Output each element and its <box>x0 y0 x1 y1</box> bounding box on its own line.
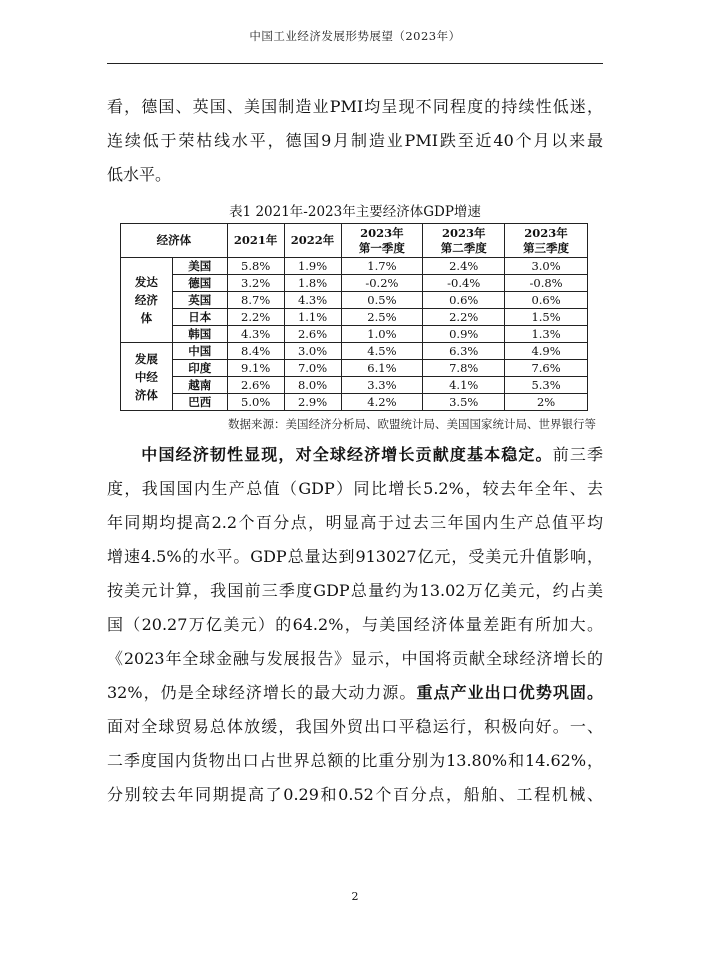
country-cell: 美国 <box>172 258 227 275</box>
table-row <box>121 377 588 394</box>
gdp-value-cell: 7.0% <box>284 360 341 377</box>
gdp-value-cell: 4.5% <box>341 343 423 360</box>
gdp-value-cell: -0.2% <box>341 275 423 292</box>
table-caption: 表1 2021年-2023年主要经济体GDP增速 <box>229 204 481 220</box>
country-cell: 巴西 <box>172 394 227 411</box>
gdp-value-cell: 9.1% <box>227 360 284 377</box>
group-label-line: 经济 <box>134 293 158 307</box>
gdp-value-cell: -0.4% <box>423 275 505 292</box>
paragraph-china-economy <box>107 438 603 812</box>
gdp-value-cell: 5.3% <box>505 377 588 394</box>
group-label-line: 发展 <box>134 351 158 366</box>
gdp-value-cell: 0.6% <box>505 292 588 309</box>
text-line: 年同期均提高2.2个百分点，明显高于过去三年国内生产总值平均 <box>107 513 603 532</box>
gdp-value-cell: 8.4% <box>227 343 284 360</box>
gdp-value-cell: 4.2% <box>341 394 423 411</box>
bold-section-sentence: 重点产业出口优势巩固。 <box>416 683 603 702</box>
gdp-value-cell: 4.3% <box>227 326 284 343</box>
text-span: 32%，仍是全球经济增长的最大动力源。 <box>107 683 417 702</box>
gdp-value-cell: 0.5% <box>341 292 423 309</box>
gdp-value-cell: 2.5% <box>341 309 423 326</box>
text-line: 分别较去年同期提高了0.29和0.52个百分点，船舶、工程机械、 <box>107 785 603 804</box>
header-2021: 2021年 <box>227 224 284 258</box>
running-header: 中国工业经济发展形势展望（2023年） <box>249 29 461 43</box>
paragraph-pmi <box>107 90 603 192</box>
gdp-value-cell: 4.1% <box>423 377 505 394</box>
text-line: 看，德国、英国、美国制造业PMI均呈现不同程度的持续性低迷， <box>107 97 603 116</box>
group-label-line: 体 <box>140 311 153 325</box>
text-line <box>107 438 603 472</box>
gdp-value-cell: 3.2% <box>227 275 284 292</box>
gdp-value-cell: 2.6% <box>227 377 284 394</box>
gdp-value-cell: 7.6% <box>505 360 588 377</box>
gdp-value-cell: 2.4% <box>423 258 505 275</box>
gdp-value-cell: 2% <box>505 394 588 411</box>
gdp-value-cell: 4.3% <box>284 292 341 309</box>
country-cell: 英国 <box>172 292 227 309</box>
gdp-value-cell: 1.0% <box>341 326 423 343</box>
header-2022: 2022年 <box>284 224 341 258</box>
text-line: 按美元计算，我国前三季度GDP总量约为13.02万亿美元，约占美 <box>107 581 603 600</box>
gdp-value-cell: 3.0% <box>284 343 341 360</box>
gdp-value-cell: 1.8% <box>284 275 341 292</box>
gdp-value-cell: 0.6% <box>423 292 505 309</box>
page-number: 2 <box>351 890 359 903</box>
header-economy: 经济体 <box>121 224 228 258</box>
table-row <box>121 258 588 275</box>
text-line: 国（20.27万亿美元）的64.2%，与美国经济体量差距有所加大。 <box>107 615 603 634</box>
gdp-value-cell: 5.8% <box>227 258 284 275</box>
country-cell: 中国 <box>172 343 227 360</box>
gdp-value-cell: 8.0% <box>284 377 341 394</box>
group-label-line: 济体 <box>134 387 158 402</box>
gdp-value-cell: 2.2% <box>423 309 505 326</box>
gdp-value-cell: 4.9% <box>505 343 588 360</box>
text-line: 面对全球贸易总体放缓，我国外贸出口平稳运行，积极向好。一、 <box>107 717 603 736</box>
group-label-line: 发达 <box>134 275 158 289</box>
country-cell: 日本 <box>172 309 227 326</box>
header-year: 2023年 <box>360 225 404 240</box>
table-row <box>121 360 588 377</box>
table-row <box>121 343 588 360</box>
bold-lead-sentence: 中国经济韧性显现，对全球经济增长贡献度基本稳定。 <box>141 445 553 464</box>
gdp-value-cell: 1.1% <box>284 309 341 326</box>
gdp-value-cell: -0.8% <box>505 275 588 292</box>
table-header-row <box>121 224 588 258</box>
data-source-note: 数据来源：美国经济分析局、欧盟统计局、美国国家统计局、世界银行等 <box>228 417 596 431</box>
text-line: 度，我国国内生产总值（GDP）同比增长5.2%，较去年全年、去 <box>107 479 603 498</box>
table-row <box>121 292 588 309</box>
table-row <box>121 394 588 411</box>
header-2023-q1 <box>341 224 423 258</box>
gdp-value-cell: 1.7% <box>341 258 423 275</box>
gdp-value-cell: 2.2% <box>227 309 284 326</box>
header-2023-q3 <box>505 224 588 258</box>
gdp-value-cell: 3.0% <box>505 258 588 275</box>
header-quarter: 第二季度 <box>440 240 487 255</box>
header-quarter: 第三季度 <box>523 240 570 255</box>
group-label-line: 中经 <box>134 369 158 384</box>
gdp-value-cell: 2.6% <box>284 326 341 343</box>
text-line: 《2023年全球金融与发展报告》显示，中国将贡献全球经济增长的 <box>107 649 603 668</box>
text-span: 前三季 <box>552 445 603 464</box>
gdp-value-cell: 6.3% <box>423 343 505 360</box>
text-line <box>107 676 603 710</box>
header-rule <box>107 63 603 64</box>
gdp-value-cell: 0.9% <box>423 326 505 343</box>
gdp-value-cell: 6.1% <box>341 360 423 377</box>
text-line: 连续低于荣枯线水平，德国9月制造业PMI跌至近40个月以来最 <box>107 131 603 150</box>
gdp-value-cell: 1.5% <box>505 309 588 326</box>
economy-group-label <box>121 258 173 343</box>
header-year: 2023年 <box>441 225 486 240</box>
table-row <box>121 326 588 343</box>
country-cell: 越南 <box>172 377 227 394</box>
gdp-value-cell: 3.3% <box>341 377 423 394</box>
gdp-value-cell: 5.0% <box>227 394 284 411</box>
economy-group-label <box>121 343 173 411</box>
text-line: 增速4.5%的水平。GDP总量达到913027亿元，受美元升值影响， <box>107 547 603 566</box>
table-row <box>121 275 588 292</box>
gdp-value-cell: 8.7% <box>227 292 284 309</box>
text-line: 低水平。 <box>107 165 172 184</box>
country-cell: 德国 <box>172 275 227 292</box>
gdp-growth-table <box>120 223 588 411</box>
header-2023-q2 <box>423 224 505 258</box>
gdp-value-cell: 1.9% <box>284 258 341 275</box>
country-cell: 印度 <box>172 360 227 377</box>
table-row <box>121 309 588 326</box>
text-line: 二季度国内货物出口占世界总额的比重分别为13.80%和14.62%， <box>107 751 603 770</box>
gdp-value-cell: 7.8% <box>423 360 505 377</box>
gdp-value-cell: 3.5% <box>423 394 505 411</box>
header-year: 2023年 <box>524 225 568 240</box>
gdp-value-cell: 1.3% <box>505 326 588 343</box>
gdp-value-cell: 2.9% <box>284 394 341 411</box>
country-cell: 韩国 <box>172 326 227 343</box>
header-quarter: 第一季度 <box>358 240 405 255</box>
